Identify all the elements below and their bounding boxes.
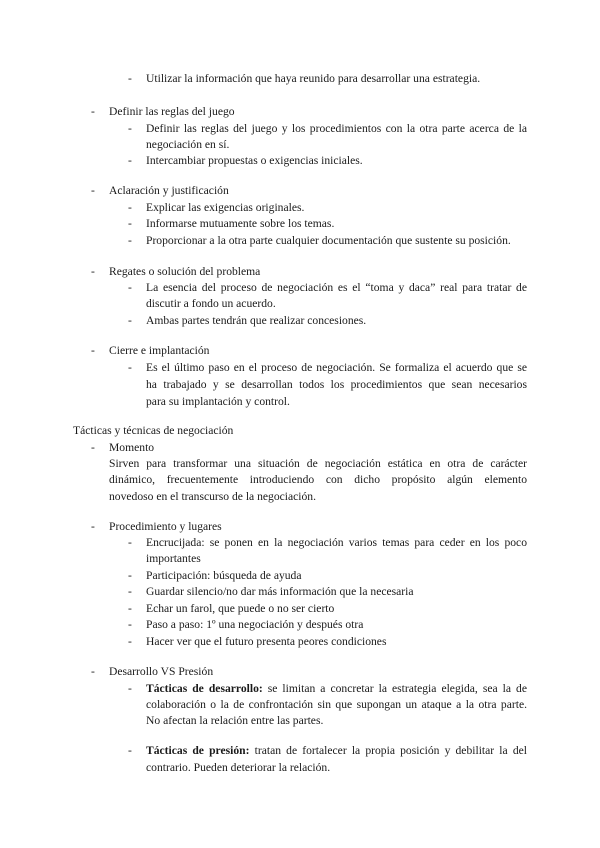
section-title: Desarrollo VS Presión [109, 665, 214, 678]
bullet-dash: - [128, 314, 132, 327]
bullet-dash: - [91, 265, 95, 278]
list-item-text [146, 743, 527, 760]
bullet-dash: - [91, 105, 95, 118]
section-title: Definir las reglas del juego [109, 105, 235, 118]
paragraph-line: novedoso en el transcurso de la negociación. [109, 490, 317, 503]
list-item-text: Es el último paso en el proceso de negociación. Se formaliza el acuerdo que se [146, 361, 527, 374]
bold-term: Tácticas de presión: [146, 744, 250, 757]
list-item-text: Informarse mutuamente sobre los temas. [146, 217, 335, 230]
list-item-text [146, 681, 527, 698]
bullet-dash: - [128, 72, 132, 85]
list-item-text: Participación: búsqueda de ayuda [146, 569, 302, 582]
list-item-text: Encrucijada: se ponen en la negociación varios temas para ceder en los poco [146, 536, 527, 549]
list-item-text: tratan de fortalecer la propia posición y debilitar la del [249, 744, 527, 757]
paragraph-line: Sirven para transformar una situación de negociación estática en otra de carácter [109, 457, 527, 470]
bullet-dash: - [128, 154, 132, 167]
list-item-text: Intercambiar propuestas o exigencias iniciales. [146, 154, 363, 167]
list-item-text: La esencia del proceso de negociación es el “toma y daca” real para tratar de [146, 281, 527, 294]
bullet-dash: - [128, 569, 132, 582]
list-item-text: Hacer ver que el futuro presenta peores condiciones [146, 635, 387, 648]
bullet-dash: - [91, 344, 95, 357]
bullet-dash: - [128, 234, 132, 247]
bullet-dash: - [91, 441, 95, 454]
bullet-dash: - [128, 201, 132, 214]
bullet-dash: - [128, 217, 132, 230]
list-item-text: ha trabajado y se desarrollan todos los procedimientos que sean necesarios [146, 378, 527, 391]
bullet-dash: - [91, 520, 95, 533]
list-item-text: se limitan a concretar la estrategia elegida, sea la de [262, 682, 527, 695]
list-item-text: para su implantación y control. [146, 395, 290, 408]
paragraph-line: dinámico, frecuentemente introduciendo con dicho propósito algún elemento [109, 473, 527, 486]
bold-term: Tácticas de desarrollo: [146, 682, 263, 695]
list-item-text: Proporcionar a la otra parte cualquier documentación que sustente su posición. [146, 234, 511, 247]
list-item-text: discutir a fondo un acuerdo. [146, 297, 276, 310]
bullet-dash: - [128, 536, 132, 549]
bullet-dash: - [128, 122, 132, 135]
bullet-dash: - [128, 744, 132, 757]
bullet-dash: - [128, 361, 132, 374]
list-item-text: No afectan la relación entre las partes. [146, 714, 324, 727]
bullet-dash: - [128, 618, 132, 631]
section-title: Procedimiento y lugares [109, 520, 222, 533]
list-item-text: negociación en sí. [146, 138, 230, 151]
bullet-dash: - [128, 602, 132, 615]
list-item-text: contrario. Pueden deteriorar la relación. [146, 761, 331, 774]
list-item-text: Definir las reglas del juego y los procedimientos con la otra parte acerca de la [146, 122, 527, 135]
list-item-text: Echar un farol, que puede o no ser cierto [146, 602, 335, 615]
list-item-text: Utilizar la información que haya reunido para desarrollar una estrategia. [146, 72, 481, 85]
list-item-text: Ambas partes tendrán que realizar concesiones. [146, 314, 367, 327]
list-item-text: Explicar las exigencias originales. [146, 201, 305, 214]
list-item-text: importantes [146, 552, 201, 565]
section-heading: Tácticas y técnicas de negociación [73, 424, 234, 437]
section-title: Aclaración y justificación [109, 184, 229, 197]
list-item-text: Paso a paso: 1º una negociación y después otra [146, 618, 364, 631]
bullet-dash: - [128, 281, 132, 294]
bullet-dash: - [128, 635, 132, 648]
bullet-dash: - [91, 665, 95, 678]
section-title: Momento [109, 441, 155, 454]
bullet-dash: - [128, 682, 132, 695]
section-title: Regates o solución del problema [109, 265, 261, 278]
bullet-dash: - [128, 585, 132, 598]
list-item-text: Guardar silencio/no dar más información que la necesaria [146, 585, 414, 598]
section-title: Cierre e implantación [109, 344, 210, 357]
list-item-text: colaboración o la de confrontación sin que supongan un ataque a la otra parte. [146, 698, 527, 711]
bullet-dash: - [91, 184, 95, 197]
